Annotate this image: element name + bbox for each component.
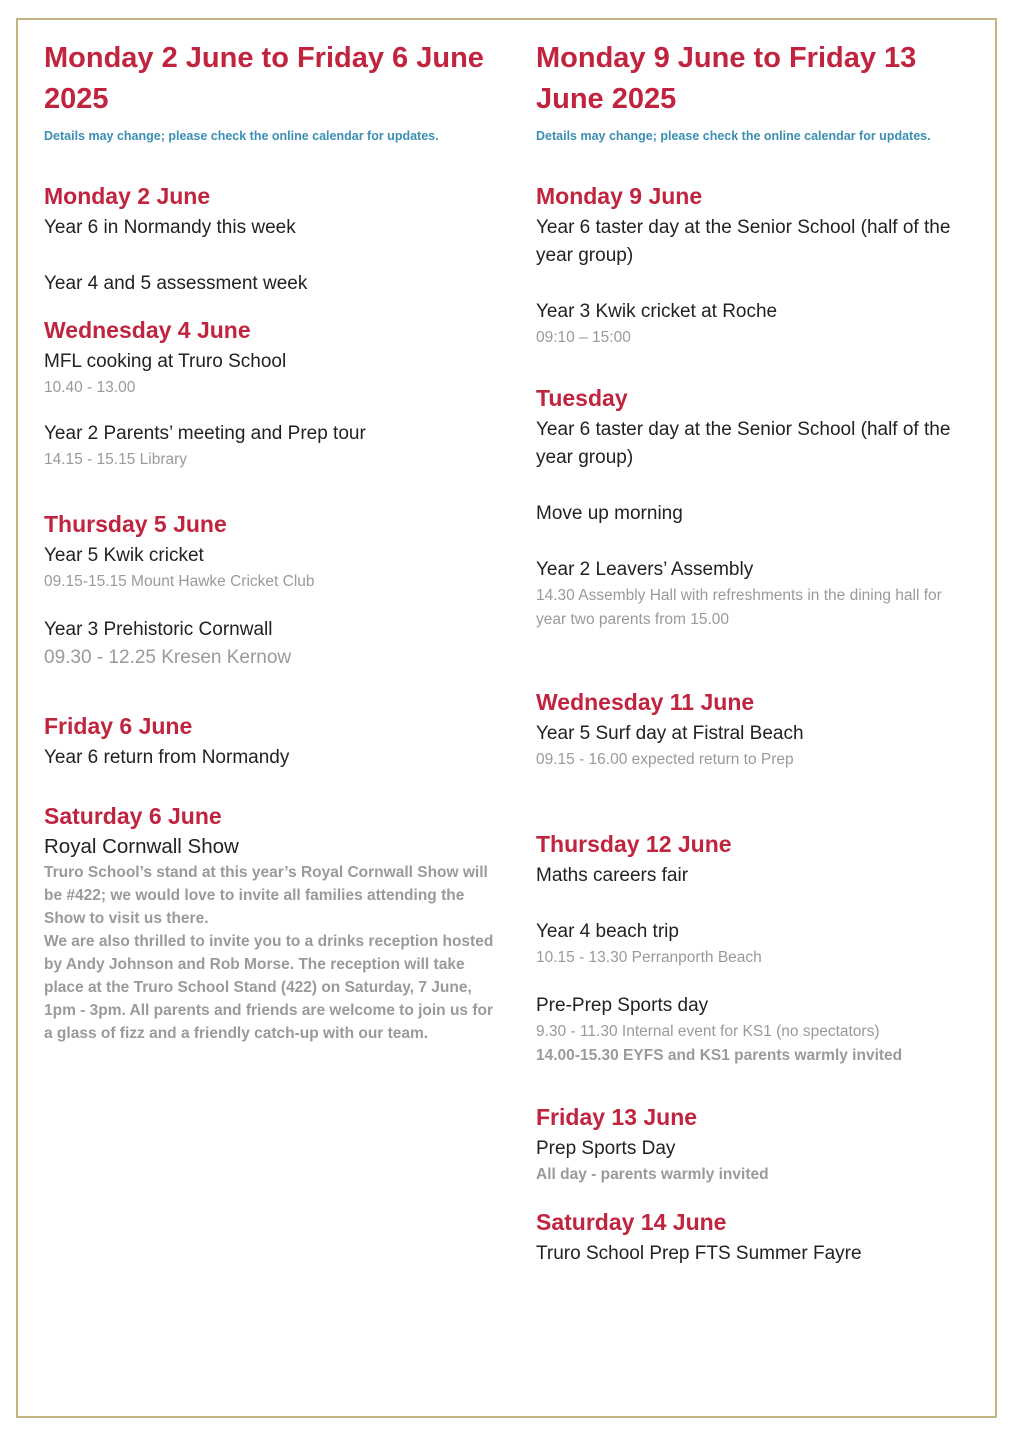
- event-detail: 10.40 - 13.00: [44, 379, 136, 396]
- calendar-note: Details may change; please check the online calendar for updates.: [44, 129, 439, 143]
- day-section: [44, 510, 494, 672]
- day-section: [44, 802, 494, 1045]
- event-detail: 9.30 - 11.30 Internal event for KS1 (no spectators): [536, 1023, 880, 1040]
- day-heading: Wednesday 11 June: [536, 689, 755, 715]
- event-detail: All day - parents warmly invited: [536, 1166, 769, 1183]
- event-title: Prep Sports Day: [536, 1138, 676, 1159]
- event-title: Year 6 taster day at the Senior School (half of the year group): [536, 419, 951, 468]
- day-heading: Thursday 12 June: [536, 831, 732, 857]
- event-title: Year 3 Kwik cricket at Roche: [536, 301, 778, 322]
- event-title: MFL cooking at Truro School: [44, 351, 287, 372]
- event-title: Truro School Prep FTS Summer Fayre: [536, 1243, 862, 1264]
- day-section: [536, 830, 976, 1067]
- day-section: [44, 712, 494, 772]
- event-detail: We are also thrilled to invite you to a drinks reception hosted by Andy Johnson and Rob Morse. The reception will take place at the Truro School Stand (422) on Saturday, 7 June, 1pm - 3pm. All parents and friends are welcome to join us for a glass of fizz and a friendly catch-up with our team.: [44, 933, 494, 1042]
- event-title: Maths careers fair: [536, 865, 689, 886]
- day-heading: Friday 13 June: [536, 1104, 698, 1130]
- day-heading: Saturday 14 June: [536, 1209, 727, 1235]
- event-detail: 14.30 Assembly Hall with refreshments in the dining hall for year two parents from 15.00: [536, 587, 942, 628]
- calendar-note: Details may change; please check the online calendar for updates.: [536, 129, 931, 143]
- event-detail: 14.00-15.30 EYFS and KS1 parents warmly invited: [536, 1047, 903, 1064]
- week-title: Monday 2 June to Friday 6 June 2025: [44, 42, 484, 115]
- event-detail: 09.15-15.15 Mount Hawke Cricket Club: [44, 573, 315, 590]
- day-section: [536, 1208, 976, 1268]
- event-detail: 10.15 - 13.30 Perranporth Beach: [536, 949, 762, 966]
- event-title: Year 3 Prehistoric Cornwall: [44, 619, 273, 640]
- day-section: [536, 384, 976, 632]
- day-heading: Saturday 6 June: [44, 803, 222, 829]
- event-title: Year 5 Kwik cricket: [44, 545, 204, 566]
- event-detail: 09.30 - 12.25 Kresen Kernow: [44, 647, 292, 668]
- event-title: Year 6 return from Normandy: [44, 747, 290, 768]
- day-heading: Tuesday: [536, 385, 628, 411]
- event-detail: Truro School’s stand at this year’s Royal Cornwall Show will be #422; we would love to invite all families attending the Show to visit us there.: [44, 864, 488, 927]
- event-detail: 09.15 - 16.00 expected return to Prep: [536, 751, 794, 768]
- day-heading: Thursday 5 June: [44, 511, 227, 537]
- week-column-left: [44, 38, 494, 1045]
- event-title: Year 4 beach trip: [536, 921, 679, 942]
- event-title: Year 2 Parents’ meeting and Prep tour: [44, 423, 366, 444]
- day-section: [536, 182, 976, 350]
- event-title: Pre-Prep Sports day: [536, 995, 709, 1016]
- day-section: [536, 688, 976, 772]
- day-section: [44, 182, 494, 298]
- week-column-right: [536, 38, 976, 1268]
- event-title: Year 2 Leavers’ Assembly: [536, 559, 754, 580]
- day-heading: Friday 6 June: [44, 713, 193, 739]
- event-title: Year 6 taster day at the Senior School (half of the year group): [536, 217, 951, 266]
- event-title: Royal Cornwall Show: [44, 835, 239, 858]
- day-section: [44, 316, 494, 472]
- event-title: Move up morning: [536, 503, 683, 524]
- day-heading: Monday 2 June: [44, 183, 211, 209]
- week-title: Monday 9 June to Friday 13 June 2025: [536, 42, 917, 115]
- event-title: Year 5 Surf day at Fistral Beach: [536, 723, 804, 744]
- event-detail: 09:10 – 15:00: [536, 329, 631, 346]
- day-section: [536, 1103, 976, 1186]
- event-detail: 14.15 - 15.15 Library: [44, 451, 188, 468]
- day-heading: Wednesday 4 June: [44, 317, 251, 343]
- event-title: Year 6 in Normandy this week: [44, 217, 296, 238]
- event-title: Year 4 and 5 assessment week: [44, 273, 308, 294]
- day-heading: Monday 9 June: [536, 183, 703, 209]
